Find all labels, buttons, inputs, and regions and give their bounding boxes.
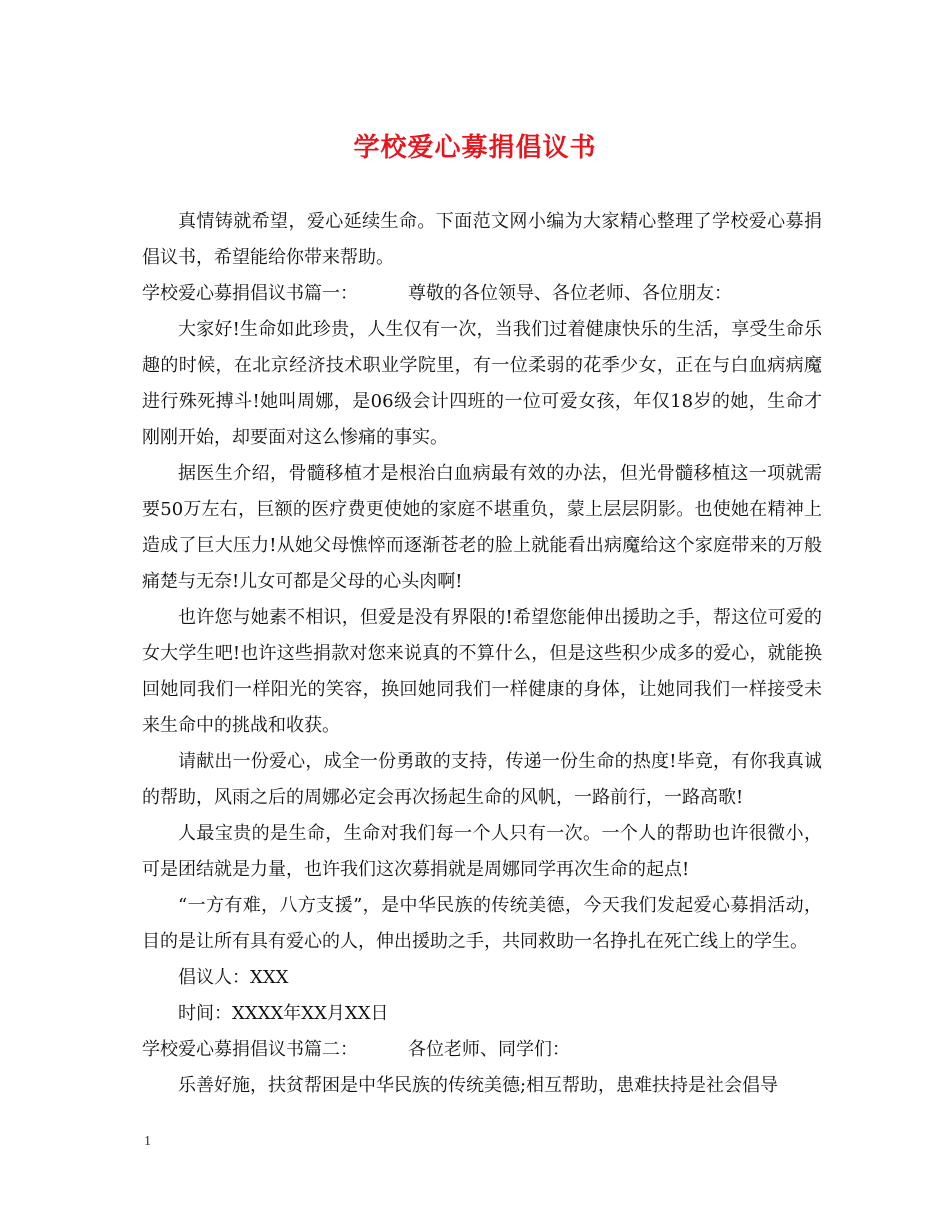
document-title: 学校爱心募捐倡议书	[353, 133, 597, 163]
body-paragraph: 人最宝贵的是生命，生命对我们每一个人只有一次。一个人的帮助也许很微小，可是团结就是力量，也许我们这次募捐就是周娜同学再次生命的起点!	[142, 823, 822, 880]
section-two-heading-line	[142, 1032, 822, 1068]
section-one-salutation: 尊敬的各位领导、各位老师、各位朋友：	[408, 283, 732, 304]
body-paragraph: 据医生介绍，骨髓移植才是根治白血病最有效的办法，但光骨髓移植这一项就需要50万左右，巨额的医疗费更使她的家庭不堪重负，蒙上层层阴影。也使她在精神上造成了巨大压力!从她父母憔悴而逐渐苍老的脸上就能看出病魔给这个家庭带来的万般痛楚与无奈!儿女可都是父母的心头肉啊!	[142, 463, 822, 592]
body-paragraph: 请献出一份爱心，成全一份勇敢的支持，传递一份生命的热度!毕竟，有你我真诚的帮助，风雨之后的周娜必定会再次扬起生命的风帆，一路前行，一路高歌!	[142, 751, 822, 808]
body-paragraph: 大家好!生命如此珍贵，人生仅有一次，当我们过着健康快乐的生活，享受生命乐趣的时候，在北京经济技术职业学院里，有一位柔弱的花季少女，正在与白血病病魔进行殊死搏斗!她叫周娜，是06级会计四班的一位可爱女孩，年仅18岁的她，生命才刚刚开始，却要面对这么惨痛的事实。	[142, 319, 822, 448]
section-two-heading: 学校爱心募捐倡议书篇二：	[142, 1039, 358, 1060]
body-paragraph: 也许您与她素不相识，但爱是没有界限的!希望您能伸出援助之手，帮这位可爱的女大学生吧!也许这些捐款对您来说真的不算什么，但是这些积少成多的爱心，就能换回她同我们一样阳光的笑容，换回她同我们一样健康的身体，让她同我们一样接受未来生命中的挑战和收获。	[142, 607, 822, 736]
proposer-line: 倡议人：XXX	[178, 967, 289, 988]
document-body	[142, 204, 822, 1104]
intro-paragraph: 真情铸就希望，爱心延续生命。下面范文网小编为大家精心整理了学校爱心募捐倡议书，希望能给你带来帮助。	[142, 211, 822, 268]
page-number: 1	[144, 1134, 151, 1149]
body-paragraph: “一方有难，八方支援”，是中华民族的传统美德，今天我们发起爱心募捐活动，目的是让所有具有爱心的人，伸出援助之手，共同救助一名挣扎在死亡线上的学生。	[142, 895, 822, 952]
body-paragraph: 乐善好施，扶贫帮困是中华民族的传统美德;相互帮助，患难扶持是社会倡导	[178, 1075, 779, 1096]
date-line: 时间：XXXX年XX月XX日	[178, 1003, 389, 1024]
section-two-salutation: 各位老师、同学们：	[408, 1039, 570, 1060]
section-one-heading: 学校爱心募捐倡议书篇一：	[142, 283, 358, 304]
section-one-heading-line	[142, 276, 822, 312]
